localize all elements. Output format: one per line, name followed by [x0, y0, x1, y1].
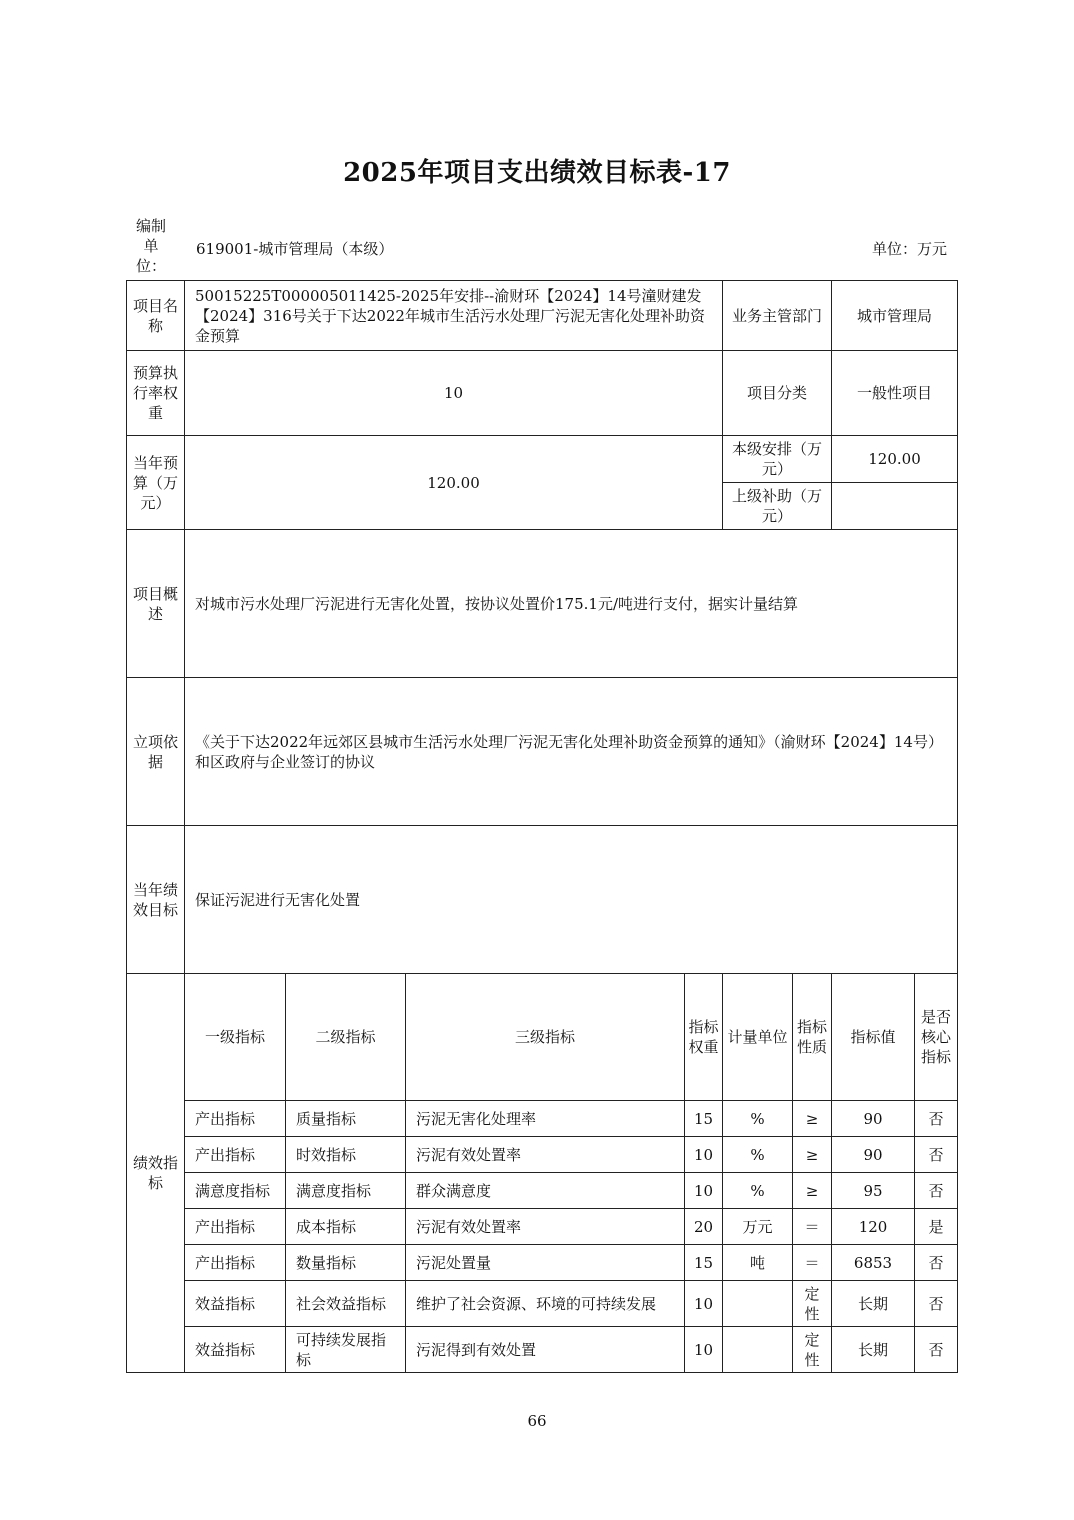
goal-text: 保证污泥进行无害化处置 — [185, 826, 958, 974]
page-number: 66 — [527, 1412, 547, 1430]
compiling-unit-name: 619001-城市管理局（本级） — [196, 240, 394, 258]
local-funding-value: 120.00 — [832, 436, 958, 483]
row-unit: % — [723, 1137, 793, 1173]
row-level3: 维护了社会资源、环境的可持续发展 — [406, 1281, 685, 1327]
row-value: 90 — [832, 1137, 915, 1173]
currency-unit: 单位：万元 — [871, 240, 947, 258]
row-level3: 群众满意度 — [406, 1173, 685, 1209]
header-unit: 计量单位 — [723, 974, 793, 1101]
row-level2: 社会效益指标 — [286, 1281, 406, 1327]
row-nature: ≥ — [793, 1101, 832, 1137]
header-nature: 指标性质 — [793, 974, 832, 1101]
row-value: 95 — [832, 1173, 915, 1209]
row-level1: 产出指标 — [185, 1209, 286, 1245]
table-row — [127, 1101, 958, 1137]
table-row — [127, 1245, 958, 1281]
row-level3: 污泥无害化处理率 — [406, 1101, 685, 1137]
basis-label: 立项依据 — [127, 678, 185, 826]
project-name-label: 项目名称 — [127, 281, 185, 351]
project-name: 50015225T000005011425-2025年安排--渝财环【2024】14号潼财建发【2024】316号关于下达2022年城市生活污水处理厂污泥无害化处理补助资金预算 — [185, 281, 723, 351]
row-core: 否 — [915, 1101, 958, 1137]
page-title: 2025年项目支出绩效目标表-17 — [343, 158, 731, 188]
row-level1: 效益指标 — [185, 1327, 286, 1373]
row-level3: 污泥有效处置率 — [406, 1137, 685, 1173]
row-unit: 万元 — [723, 1209, 793, 1245]
row-core: 否 — [915, 1327, 958, 1373]
row-nature: ≥ — [793, 1137, 832, 1173]
row-core: 是 — [915, 1209, 958, 1245]
row-level2: 质量指标 — [286, 1101, 406, 1137]
basis-text: 《关于下达2022年远郊区县城市生活污水处理厂污泥无害化处理补助资金预算的通知》（渝财环【2024】14号）和区政府与企业签订的协议 — [185, 678, 958, 826]
header-level2: 二级指标 — [286, 974, 406, 1101]
row-nature: 定性 — [793, 1327, 832, 1373]
table-row — [127, 1173, 958, 1209]
row-level1: 产出指标 — [185, 1137, 286, 1173]
header-core: 是否核心指标 — [915, 974, 958, 1101]
row-level1: 产出指标 — [185, 1245, 286, 1281]
row-level2: 成本指标 — [286, 1209, 406, 1245]
row-level2: 数量指标 — [286, 1245, 406, 1281]
row-unit — [723, 1327, 793, 1373]
exec-rate-value: 10 — [185, 351, 723, 436]
category-label: 项目分类 — [723, 351, 832, 436]
row-level1: 产出指标 — [185, 1101, 286, 1137]
row-nature: 定性 — [793, 1281, 832, 1327]
compiling-unit-label: 编制单位： — [136, 217, 167, 275]
row-weight: 10 — [685, 1327, 723, 1373]
upper-funding-value — [832, 483, 958, 530]
row-core: 否 — [915, 1137, 958, 1173]
table-row — [127, 1281, 958, 1327]
row-value: 长期 — [832, 1327, 915, 1373]
budget-label: 当年预算（万元） — [127, 436, 185, 530]
row-core: 否 — [915, 1245, 958, 1281]
row-nature: ＝ — [793, 1245, 832, 1281]
row-core: 否 — [915, 1173, 958, 1209]
row-nature: ＝ — [793, 1209, 832, 1245]
row-weight: 10 — [685, 1281, 723, 1327]
summary-label: 项目概述 — [127, 530, 185, 678]
row-level3: 污泥得到有效处置 — [406, 1327, 685, 1373]
summary-text: 对城市污水处理厂污泥进行无害化处置，按协议处置价175.1元/吨进行支付，据实计量结算 — [185, 530, 958, 678]
dept-value: 城市管理局 — [832, 281, 958, 351]
row-weight: 10 — [685, 1137, 723, 1173]
row-weight: 15 — [685, 1101, 723, 1137]
performance-table — [126, 280, 958, 1373]
row-level2: 满意度指标 — [286, 1173, 406, 1209]
dept-label: 业务主管部门 — [723, 281, 832, 351]
row-weight: 20 — [685, 1209, 723, 1245]
row-value: 6853 — [832, 1245, 915, 1281]
row-weight: 10 — [685, 1173, 723, 1209]
upper-funding-label: 上级补助（万元） — [723, 483, 832, 530]
table-row — [127, 1137, 958, 1173]
category-value: 一般性项目 — [832, 351, 958, 436]
row-unit: % — [723, 1101, 793, 1137]
header-meta — [126, 216, 957, 276]
row-unit: 吨 — [723, 1245, 793, 1281]
header-level1: 一级指标 — [185, 974, 286, 1101]
row-unit — [723, 1281, 793, 1327]
row-weight: 15 — [685, 1245, 723, 1281]
row-level3: 污泥处置量 — [406, 1245, 685, 1281]
row-core: 否 — [915, 1281, 958, 1327]
row-nature: ≥ — [793, 1173, 832, 1209]
header-level3: 三级指标 — [406, 974, 685, 1101]
local-funding-label: 本级安排（万元） — [723, 436, 832, 483]
row-level2: 时效指标 — [286, 1137, 406, 1173]
row-unit: % — [723, 1173, 793, 1209]
row-value: 90 — [832, 1101, 915, 1137]
exec-rate-label: 预算执行率权重 — [127, 351, 185, 436]
row-level3: 污泥有效处置率 — [406, 1209, 685, 1245]
row-value: 长期 — [832, 1281, 915, 1327]
row-value: 120 — [832, 1209, 915, 1245]
header-weight: 指标权重 — [685, 974, 723, 1101]
row-level1: 效益指标 — [185, 1281, 286, 1327]
row-level2: 可持续发展指标 — [286, 1327, 406, 1373]
budget-value: 120.00 — [185, 436, 723, 530]
row-level1: 满意度指标 — [185, 1173, 286, 1209]
header-value: 指标值 — [832, 974, 915, 1101]
indicators-section-label: 绩效指标 — [127, 974, 185, 1373]
table-row — [127, 1327, 958, 1373]
goal-label: 当年绩效目标 — [127, 826, 185, 974]
table-row — [127, 1209, 958, 1245]
